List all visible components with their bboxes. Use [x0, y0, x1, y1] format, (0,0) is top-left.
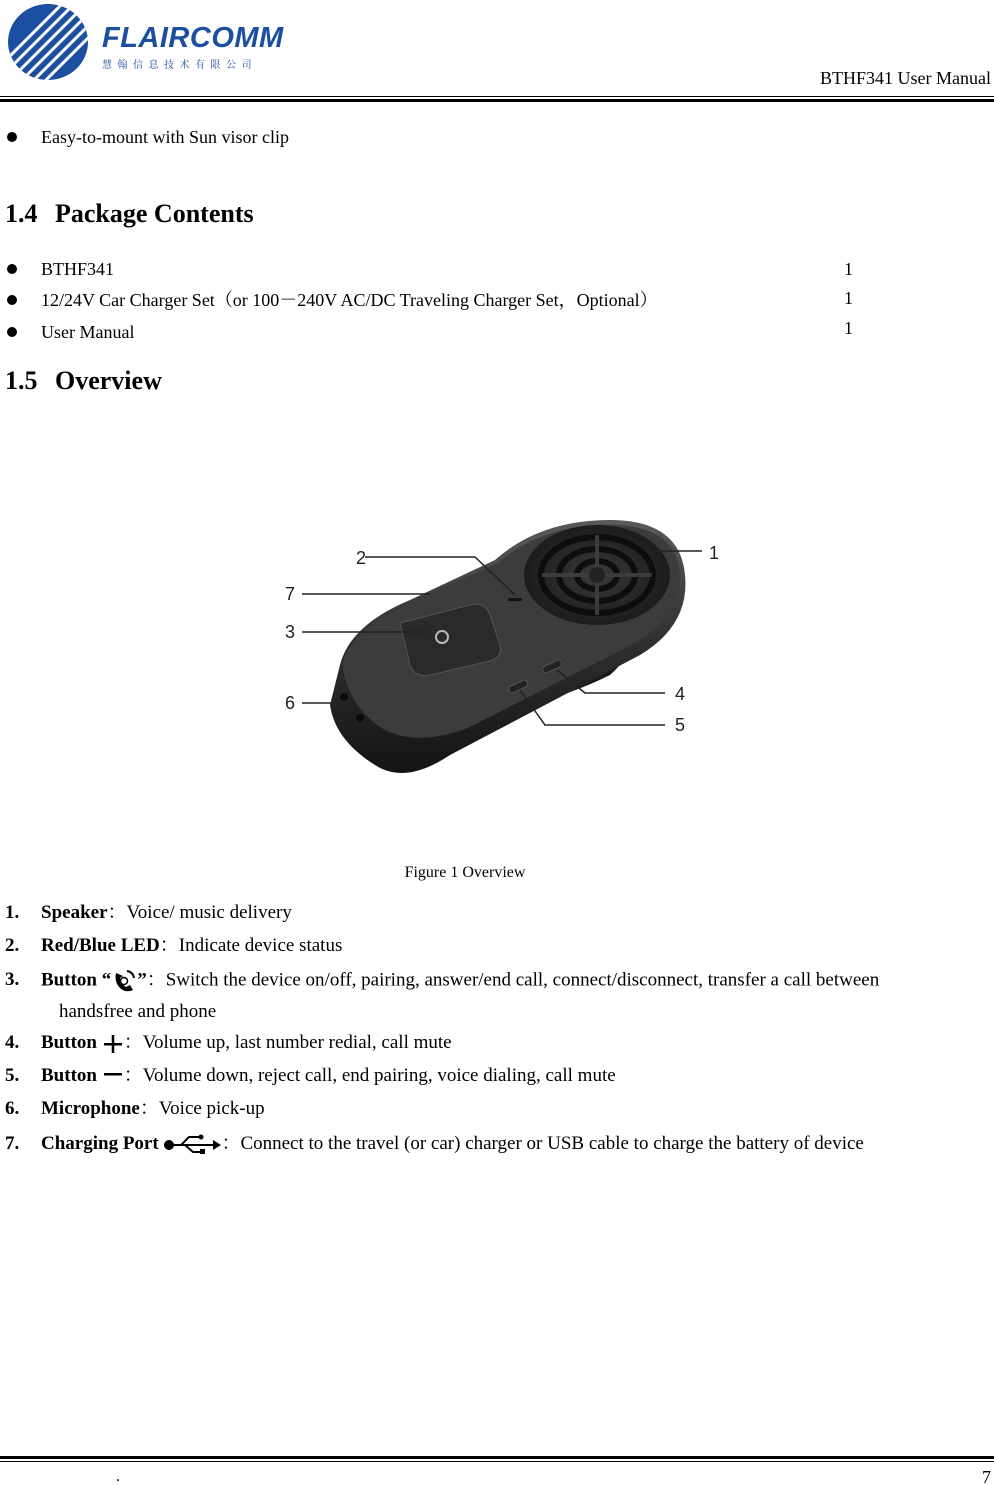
label-separator: ：	[123, 1065, 143, 1086]
package-item-qty: 1	[844, 288, 853, 308]
phone-button-icon	[111, 968, 137, 994]
section-heading-overview	[5, 366, 162, 396]
label-separator: ：	[221, 1133, 241, 1154]
feature-label: Button “	[41, 969, 112, 991]
bullet-icon	[7, 132, 17, 142]
section-title: Package Contents	[55, 199, 254, 228]
plus-icon	[102, 1033, 124, 1055]
header-rule-thin	[0, 96, 994, 97]
device-illustration	[280, 515, 740, 800]
page-number: 7	[982, 1467, 991, 1485]
feature-desc-continued: handsfree and phone	[59, 1001, 217, 1022]
label-separator: ：	[146, 969, 166, 991]
item-number: 5.	[5, 1065, 20, 1086]
feature-desc: Volume up, last number redial, call mute	[142, 1032, 452, 1053]
package-item-name: 12/24V Car Charger Set（or 100－240V AC/DC Traveling Charger Set，Optional）	[41, 290, 658, 310]
charging-port-hole	[356, 714, 364, 722]
callout-label: 6	[285, 693, 296, 713]
callout-label: 7	[285, 584, 296, 604]
company-logo	[6, 2, 306, 82]
feature-desc: Voice pick-up	[158, 1098, 265, 1119]
item-number: 7.	[5, 1133, 20, 1154]
callout-label: 3	[285, 622, 296, 642]
feature-label: Button	[41, 1032, 102, 1053]
logo-subtitle: 慧翰信息技术有限公司	[102, 60, 257, 71]
feature-label: Speaker	[41, 902, 108, 923]
callout-label: 2	[356, 548, 367, 568]
feature-label: Microphone	[41, 1098, 140, 1119]
usb-icon	[163, 1134, 221, 1156]
device-figure	[280, 515, 740, 800]
label-separator: ：	[123, 1032, 143, 1053]
label-separator: ：	[159, 935, 179, 956]
label-separator: ：	[107, 902, 127, 923]
logo-globe-icon	[6, 2, 96, 82]
item-number: 2.	[5, 935, 20, 956]
footer-rule-thick	[0, 1456, 994, 1459]
feature-label: Red/Blue LED	[41, 935, 160, 956]
callout-label: 5	[675, 715, 686, 735]
package-item-qty: 1	[844, 259, 853, 279]
logo-wordmark: FLAIRCOMM	[102, 22, 284, 54]
footer-mark: .	[116, 1468, 120, 1485]
section-heading-package	[5, 199, 254, 229]
feature-label-close: ”	[137, 969, 147, 991]
label-separator: ：	[139, 1098, 159, 1119]
feature-label: Charging Port	[41, 1133, 164, 1154]
package-item-name: BTHF341	[41, 259, 115, 279]
feature-label: Button	[41, 1065, 102, 1086]
section-number: 1.5	[5, 366, 38, 395]
bullet-icon	[7, 295, 17, 305]
package-item-qty: 1	[844, 318, 853, 338]
bullet-icon	[7, 264, 17, 274]
minus-icon	[102, 1066, 124, 1088]
footer-rule-thin	[0, 1461, 994, 1462]
item-number: 4.	[5, 1032, 20, 1053]
item-number: 6.	[5, 1098, 20, 1119]
figure-caption: Figure 1 Overview	[404, 864, 526, 881]
section-number: 1.4	[5, 199, 38, 228]
feature-desc: Indicate device status	[178, 935, 343, 956]
section-title: Overview	[55, 366, 162, 395]
feature-desc: Switch the device on/off, pairing, answer/end call, connect/disconnect, transfer a call between	[165, 969, 880, 991]
callout-label: 4	[675, 684, 686, 704]
item-number: 1.	[5, 902, 20, 923]
document-title: BTHF341 User Manual	[820, 68, 991, 88]
bullet-text: Easy-to-mount with Sun visor clip	[41, 127, 289, 147]
package-item-name: User Manual	[41, 322, 135, 342]
feature-desc: Voice/ music delivery	[126, 902, 292, 923]
status-led	[508, 598, 522, 601]
feature-desc: Volume down, reject call, end pairing, voice dialing, call mute	[142, 1065, 616, 1086]
feature-desc: Connect to the travel (or car) charger or USB cable to charge the battery of device	[240, 1133, 864, 1154]
callout-label: 1	[709, 543, 720, 563]
header-rule-thick	[0, 99, 994, 102]
bullet-icon	[7, 327, 17, 337]
page-header	[0, 0, 994, 104]
microphone-hole	[340, 693, 348, 701]
item-number: 3.	[5, 969, 20, 990]
